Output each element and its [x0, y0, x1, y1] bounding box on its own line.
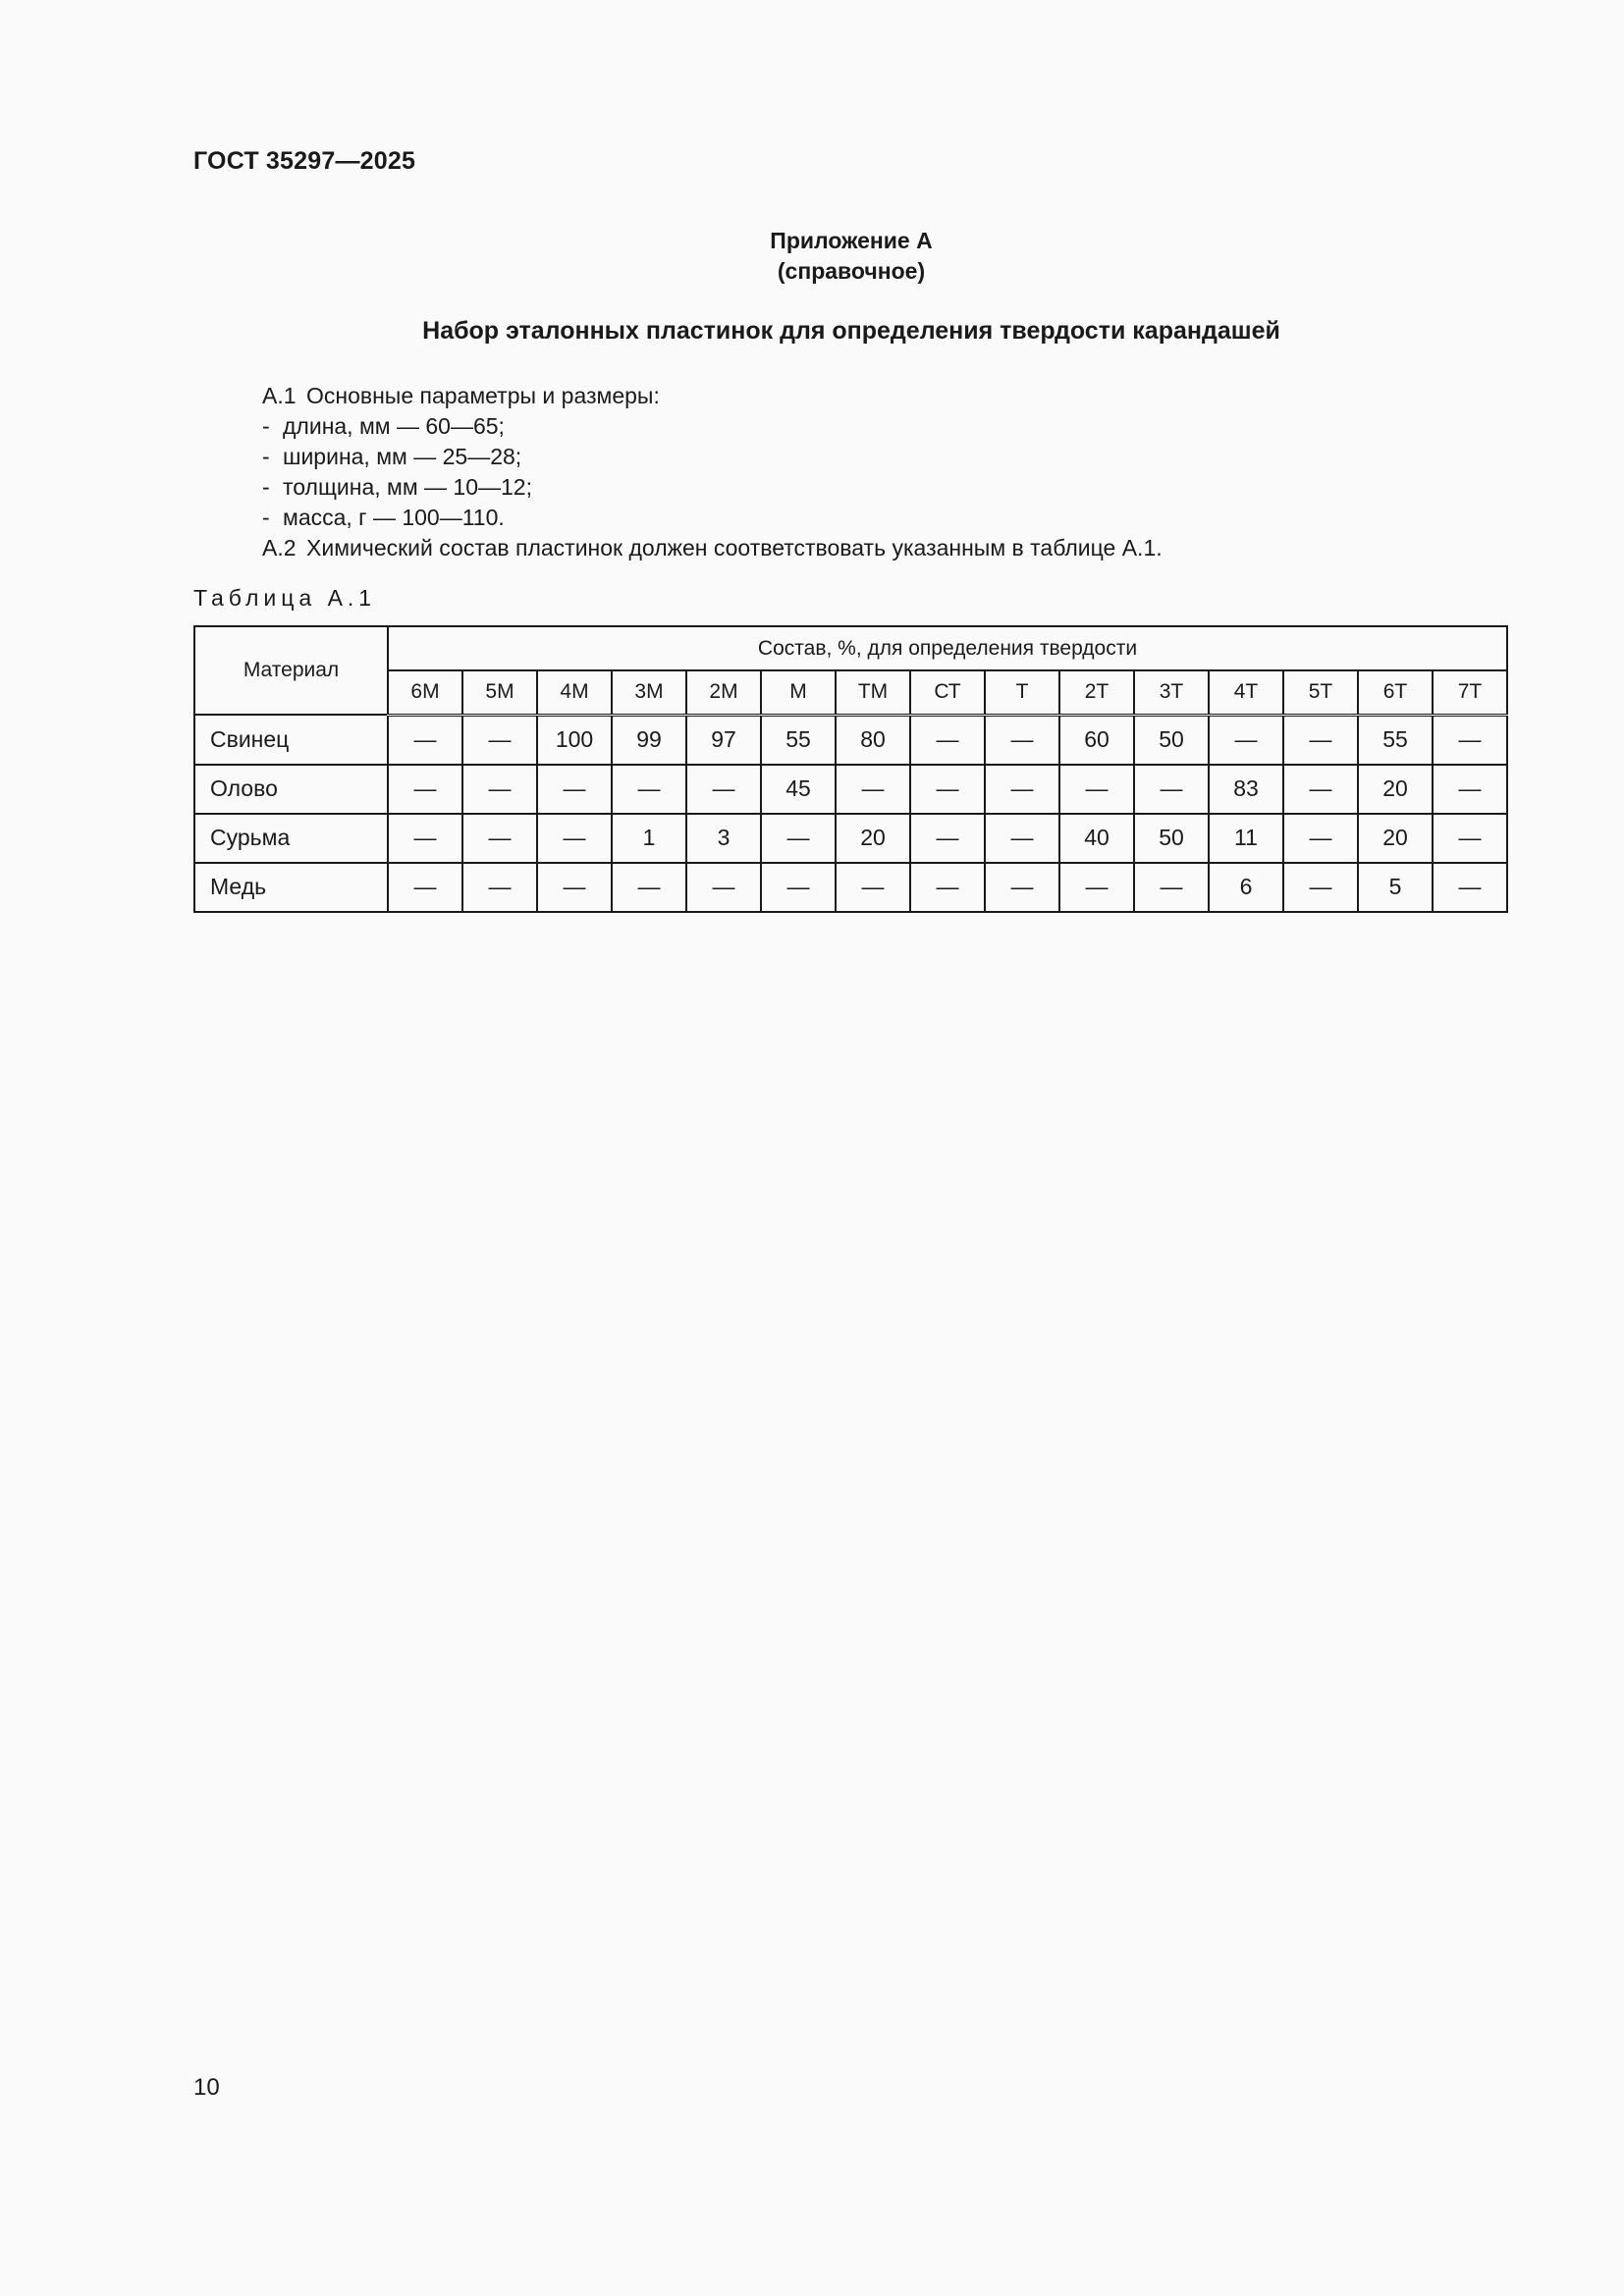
annex-heading [0, 226, 1624, 287]
list-item: - толщина, мм — 10—12; [262, 474, 532, 500]
column-header-row [194, 670, 1507, 715]
document-code: ГОСТ 35297—2025 [193, 147, 416, 175]
value-cell: 99 [612, 715, 686, 765]
list-item-text: ширина, мм — 25—28; [283, 444, 522, 469]
column-header: 2Т [1059, 670, 1134, 715]
value-cell: 97 [686, 715, 761, 765]
value-cell: — [1433, 765, 1507, 814]
column-header: 5Т [1283, 670, 1358, 715]
value-cell: — [1433, 863, 1507, 912]
value-cell: — [910, 715, 985, 765]
value-cell: — [1433, 814, 1507, 863]
value-cell: — [1059, 863, 1134, 912]
list-item-text: длина, мм — 60—65; [283, 413, 505, 439]
table-caption: Таблица А.1 [193, 585, 377, 611]
value-cell: 100 [537, 715, 612, 765]
table-body [194, 715, 1507, 912]
value-cell: 45 [761, 765, 836, 814]
material-cell: Медь [194, 863, 388, 912]
annex-label: Приложение А [770, 228, 933, 253]
table-row [194, 863, 1507, 912]
material-cell: Сурьма [194, 814, 388, 863]
value-cell: — [910, 863, 985, 912]
material-cell: Свинец [194, 715, 388, 765]
value-cell: — [462, 814, 537, 863]
value-cell: — [388, 765, 462, 814]
section-a2 [262, 533, 1163, 563]
value-cell: 1 [612, 814, 686, 863]
column-header: 3Т [1134, 670, 1209, 715]
list-item: - длина, мм — 60—65; [262, 413, 505, 439]
section-a1-heading [262, 381, 1163, 411]
section-a1-number: А.1 [262, 383, 297, 408]
section-a2-number: А.2 [262, 535, 297, 561]
value-cell: — [761, 863, 836, 912]
list-item: - масса, г — 100—110. [262, 505, 505, 530]
material-header: Материал [194, 626, 388, 715]
value-cell: 3 [686, 814, 761, 863]
value-cell: — [686, 863, 761, 912]
value-cell: 50 [1134, 814, 1209, 863]
value-cell: 5 [1358, 863, 1433, 912]
value-cell: 55 [761, 715, 836, 765]
value-cell: — [1283, 765, 1358, 814]
column-header: 5М [462, 670, 537, 715]
value-cell: — [537, 814, 612, 863]
parameters-section [262, 381, 1163, 563]
column-header: Т [985, 670, 1059, 715]
value-cell: — [462, 715, 537, 765]
list-item-text: масса, г — 100—110. [283, 505, 505, 530]
table-row [194, 814, 1507, 863]
column-header: 6М [388, 670, 462, 715]
value-cell: 20 [1358, 765, 1433, 814]
material-cell: Олово [194, 765, 388, 814]
value-cell: — [836, 863, 910, 912]
value-cell: 50 [1134, 715, 1209, 765]
page-number: 10 [193, 2074, 220, 2101]
value-cell: 6 [1209, 863, 1283, 912]
value-cell: — [388, 814, 462, 863]
value-cell: — [1134, 765, 1209, 814]
value-cell: 20 [836, 814, 910, 863]
composition-group-header: Состав, %, для определения твердости [388, 626, 1507, 670]
list-item-text: толщина, мм — 10—12; [283, 474, 532, 500]
value-cell: 11 [1209, 814, 1283, 863]
column-header: 3М [612, 670, 686, 715]
column-header: СТ [910, 670, 985, 715]
value-cell: 55 [1358, 715, 1433, 765]
column-header: 2М [686, 670, 761, 715]
composition-table [193, 625, 1508, 913]
annex-type: (справочное) [777, 258, 926, 284]
value-cell: 80 [836, 715, 910, 765]
value-cell: — [537, 863, 612, 912]
value-cell: — [1433, 715, 1507, 765]
section-a2-text: Химический состав пластинок должен соответствовать указанным в таблице А.1. [306, 535, 1163, 561]
table-row [194, 715, 1507, 765]
column-header: М [761, 670, 836, 715]
value-cell: — [910, 765, 985, 814]
value-cell: — [985, 715, 1059, 765]
value-cell: — [612, 765, 686, 814]
value-cell: — [910, 814, 985, 863]
value-cell: — [1283, 814, 1358, 863]
value-cell: — [462, 765, 537, 814]
value-cell: — [686, 765, 761, 814]
value-cell: — [1283, 863, 1358, 912]
value-cell: — [761, 814, 836, 863]
value-cell: — [612, 863, 686, 912]
value-cell: — [537, 765, 612, 814]
column-header: 6Т [1358, 670, 1433, 715]
value-cell: — [462, 863, 537, 912]
list-item: - ширина, мм — 25—28; [262, 444, 522, 469]
value-cell: 20 [1358, 814, 1433, 863]
column-header: ТМ [836, 670, 910, 715]
value-cell: — [836, 765, 910, 814]
value-cell: — [985, 814, 1059, 863]
value-cell: — [1059, 765, 1134, 814]
value-cell: — [1209, 715, 1283, 765]
value-cell: — [388, 715, 462, 765]
column-header: 4Т [1209, 670, 1283, 715]
section-a1-text: Основные параметры и размеры: [306, 383, 660, 408]
value-cell: — [985, 863, 1059, 912]
table-row [194, 765, 1507, 814]
value-cell: — [1134, 863, 1209, 912]
value-cell: — [985, 765, 1059, 814]
value-cell: 40 [1059, 814, 1134, 863]
column-header: 7Т [1433, 670, 1507, 715]
value-cell: — [388, 863, 462, 912]
value-cell: — [1283, 715, 1358, 765]
annex-title: Набор эталонных пластинок для определения твердости карандашей [422, 317, 1280, 345]
column-header: 4М [537, 670, 612, 715]
value-cell: 60 [1059, 715, 1134, 765]
value-cell: 83 [1209, 765, 1283, 814]
